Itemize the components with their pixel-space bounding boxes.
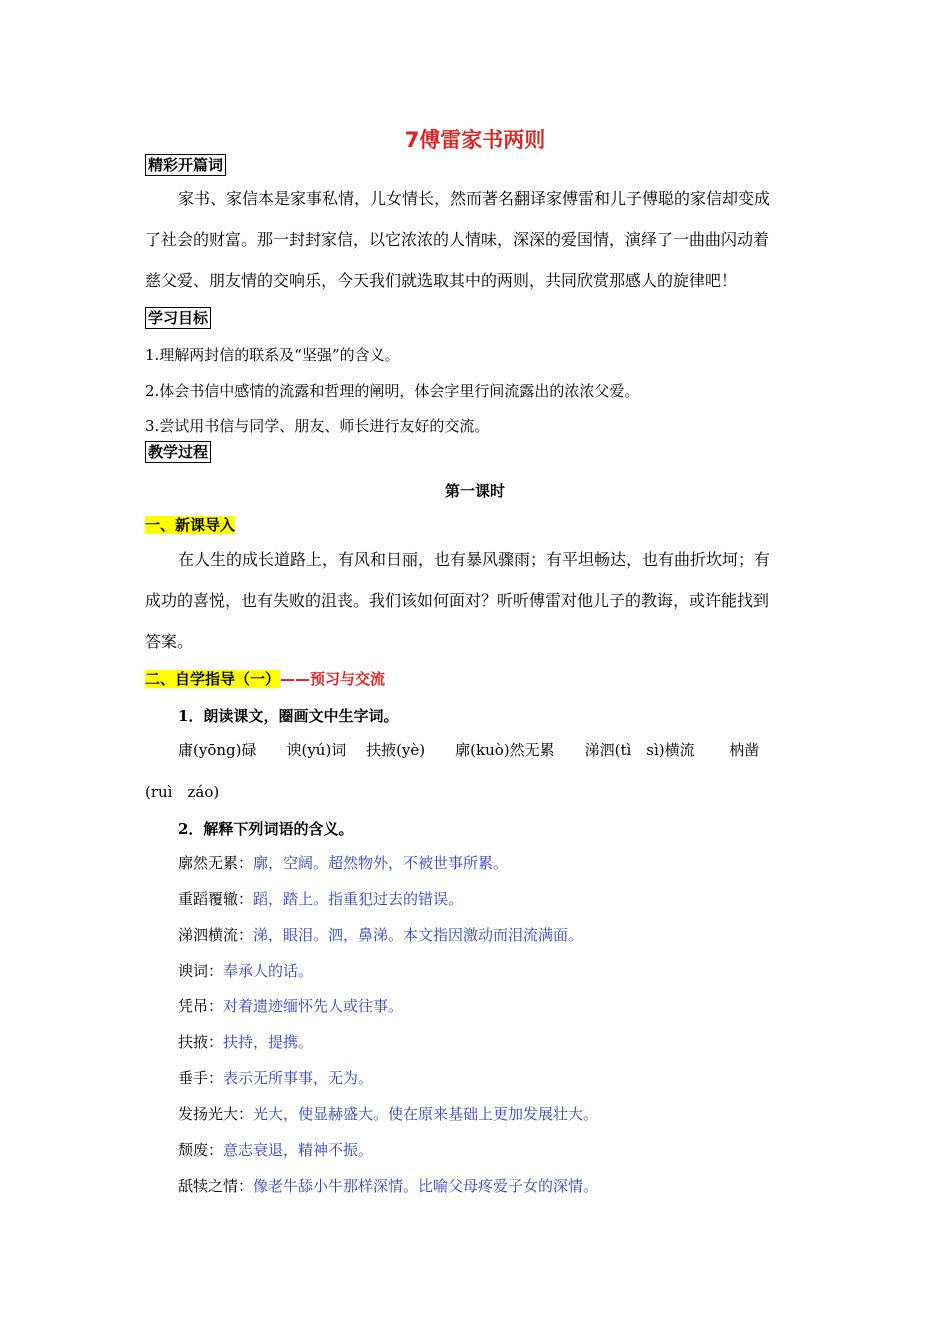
definition-term: 凭吊： [178, 997, 224, 1015]
definition-item [178, 1176, 598, 1196]
task-2: 2．解释下列词语的含义。 [178, 820, 354, 838]
definition-meaning: 光大，使显赫盛大。使在原来基础上更加发展壮大。 [253, 1105, 599, 1123]
definition-item [178, 1032, 313, 1052]
goal-item-1: 1.理解两封信的联系及“坚强”的含义。 [145, 346, 400, 364]
opening-line-2: 了社会的财富。那一封封家信，以它浓浓的人情味，深深的爱国情，演绎了一曲曲闪动着 [145, 230, 770, 249]
vocab-line-1: 庸(yōng)碌 谀(yú)词 扶掖(yè) 廓(kuò)然无累 涕泗(tì sì)横流 枘凿 [178, 741, 760, 759]
page-title: 7傅雷家书两则 [404, 128, 546, 152]
definition-meaning: 意志衰退，精神不振。 [223, 1141, 374, 1159]
definition-item [178, 996, 403, 1016]
section-heading-intro: 一、新课导入 [145, 516, 236, 534]
intro-line-2: 成功的喜悦，也有失败的沮丧。我们该如何面对？听听傅雷对他儿子的教诲，或许能找到 [145, 591, 770, 610]
definition-item [178, 925, 583, 945]
opening-line-3: 慈父爱、朋友情的交响乐，今天我们就选取其中的两则，共同欣赏那感人的旋律吧！ [145, 271, 738, 290]
section-heading-opening: 精彩开篇词 [145, 154, 226, 176]
definition-term: 发扬光大： [178, 1105, 254, 1123]
definition-term: 廓然无累： [178, 854, 254, 872]
definition-term: 舐犊之情： [178, 1177, 254, 1195]
task-1: 1．朗读课文，圈画文中生字词。 [178, 707, 399, 725]
definition-term: 扶掖： [178, 1033, 224, 1051]
definition-item [178, 1068, 373, 1088]
definition-meaning: 涕，眼泪。泗，鼻涕。本文指因激动而泪流满面。 [253, 926, 584, 944]
goal-item-2: 2.体会书信中感情的流露和哲理的阐明，体会字里行间流露出的浓浓父爱。 [145, 382, 640, 400]
section-heading-goals: 学习目标 [145, 307, 211, 329]
definition-term: 垂手： [178, 1069, 224, 1087]
definition-meaning: 像老牛舔小牛那样深情。比喻父母疼爱子女的深情。 [253, 1177, 599, 1195]
definition-meaning: 扶持，提携。 [223, 1033, 314, 1051]
definition-item [178, 853, 508, 873]
definition-meaning: 奉承人的话。 [223, 962, 314, 980]
definition-item [178, 1104, 598, 1124]
intro-line-1: 在人生的成长道路上，有风和日丽，也有暴风骤雨；有平坦畅达，也有曲折坎坷；有 [178, 550, 771, 569]
definition-meaning: 蹈，踏上。指重犯过去的错误。 [253, 890, 464, 908]
definition-term: 涕泗横流： [178, 926, 254, 944]
definition-meaning: 廓，空阔。超然物外，不被世事所累。 [253, 854, 509, 872]
goal-item-3: 3.尝试用书信与同学、朋友、师长进行友好的交流。 [145, 417, 490, 435]
definition-item [178, 1140, 373, 1160]
section-heading-selfstudy: 二、自学指导（一）——预习与交流 [145, 670, 386, 688]
intro-line-3: 答案。 [145, 632, 194, 651]
definition-term: 重蹈覆辙： [178, 890, 254, 908]
definition-term: 颓废： [178, 1141, 224, 1159]
lesson-title: 第一课时 [444, 482, 505, 500]
section-heading-process: 教学过程 [145, 441, 211, 463]
vocab-line-2: (ruì záo) [145, 783, 220, 801]
definition-item [178, 961, 313, 981]
definition-meaning: 表示无所事事，无为。 [223, 1069, 374, 1087]
opening-line-1: 家书、家信本是家事私情，儿女情长，然而著名翻译家傅雷和儿子傅聪的家信却变成 [178, 189, 771, 208]
definition-item [178, 889, 463, 909]
definition-meaning: 对着遗迹缅怀先人或往事。 [223, 997, 404, 1015]
definition-term: 谀词： [178, 962, 224, 980]
